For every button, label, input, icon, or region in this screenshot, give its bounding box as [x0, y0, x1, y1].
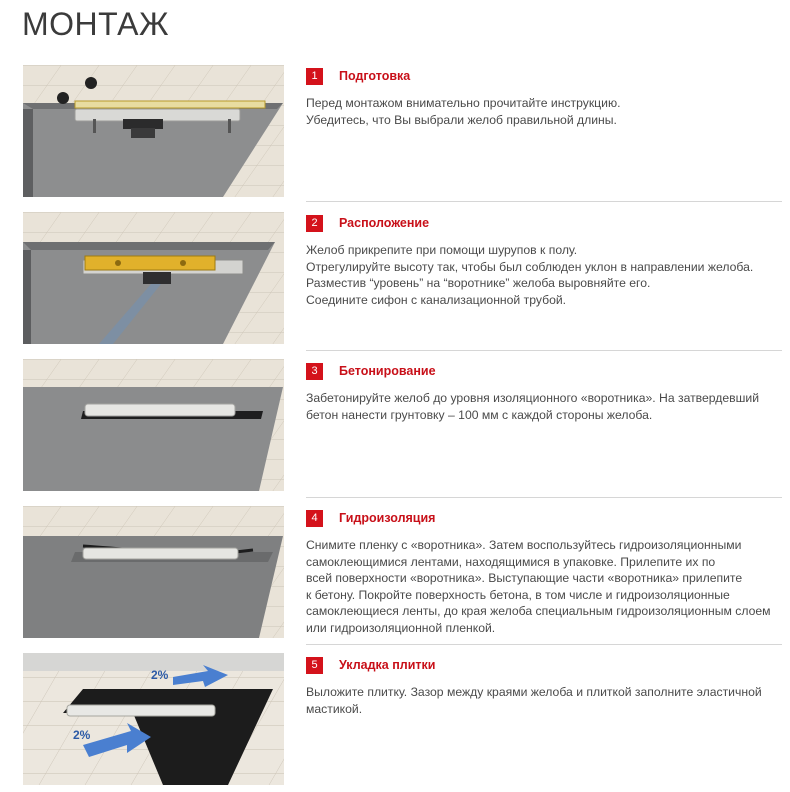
slope-label-bottom: 2%	[73, 728, 91, 742]
step-number: 1	[306, 68, 323, 85]
illustration-preparation	[23, 65, 284, 197]
page-title: МОНТАЖ	[22, 6, 170, 42]
step-1	[306, 67, 776, 128]
step-5	[306, 656, 776, 717]
step-3	[306, 362, 776, 423]
divider	[306, 201, 782, 202]
step-number: 5	[306, 657, 323, 674]
illustration-positioning	[23, 212, 284, 344]
step-4	[306, 509, 776, 636]
step-description: Снимите пленку с «воротника». Затем воспользуйтесь гидроизоляционными самоклеющимися лентами, находящимися в упаковке. Прилепите их по всей поверхности «воротника». Выступающие части «воротника» прилепите к бетону. Покройте поверхность бетона, в том числе и гидроизоляционные самоклеющиеся ленты, до края желоба специальным гидроизоляционным слоем или гидроизоляционной пленкой.	[306, 538, 771, 635]
slope-label-top: 2%	[151, 668, 169, 682]
divider	[306, 644, 782, 645]
step-title: Гидроизоляция	[339, 511, 436, 525]
step-number: 3	[306, 363, 323, 380]
step-number: 2	[306, 215, 323, 232]
illustration-tiling	[23, 653, 284, 785]
step-title: Расположение	[339, 216, 430, 230]
step-description: Выложите плитку. Зазор между краями желоба и плиткой заполните эластичной мастикой.	[306, 685, 762, 716]
step-number: 4	[306, 510, 323, 527]
illustration-concreting	[23, 359, 284, 491]
step-title: Бетонирование	[339, 364, 436, 378]
step-description: Забетонируйте желоб до уровня изоляционного «воротника». На затвердевший бетон нанести грунтовку – 100 мм с каждой стороны желоба.	[306, 391, 760, 422]
divider	[306, 350, 782, 351]
divider	[306, 497, 782, 498]
step-description: Перед монтажом внимательно прочитайте инструкцию. Убедитесь, что Вы выбрали желоб правильной длины.	[306, 96, 621, 127]
step-title: Укладка плитки	[339, 658, 436, 672]
illustration-waterproofing	[23, 506, 284, 638]
step-description: Желоб прикрепите при помощи шурупов к полу. Отрегулируйте высоту так, чтобы был соблюден уклон в направлении желоба. Разместив “уровень” на “воротнике” желоба выровняйте его. Соедините сифон с канализационной трубой.	[306, 243, 754, 307]
step-2	[306, 214, 776, 308]
step-title: Подготовка	[339, 69, 411, 83]
